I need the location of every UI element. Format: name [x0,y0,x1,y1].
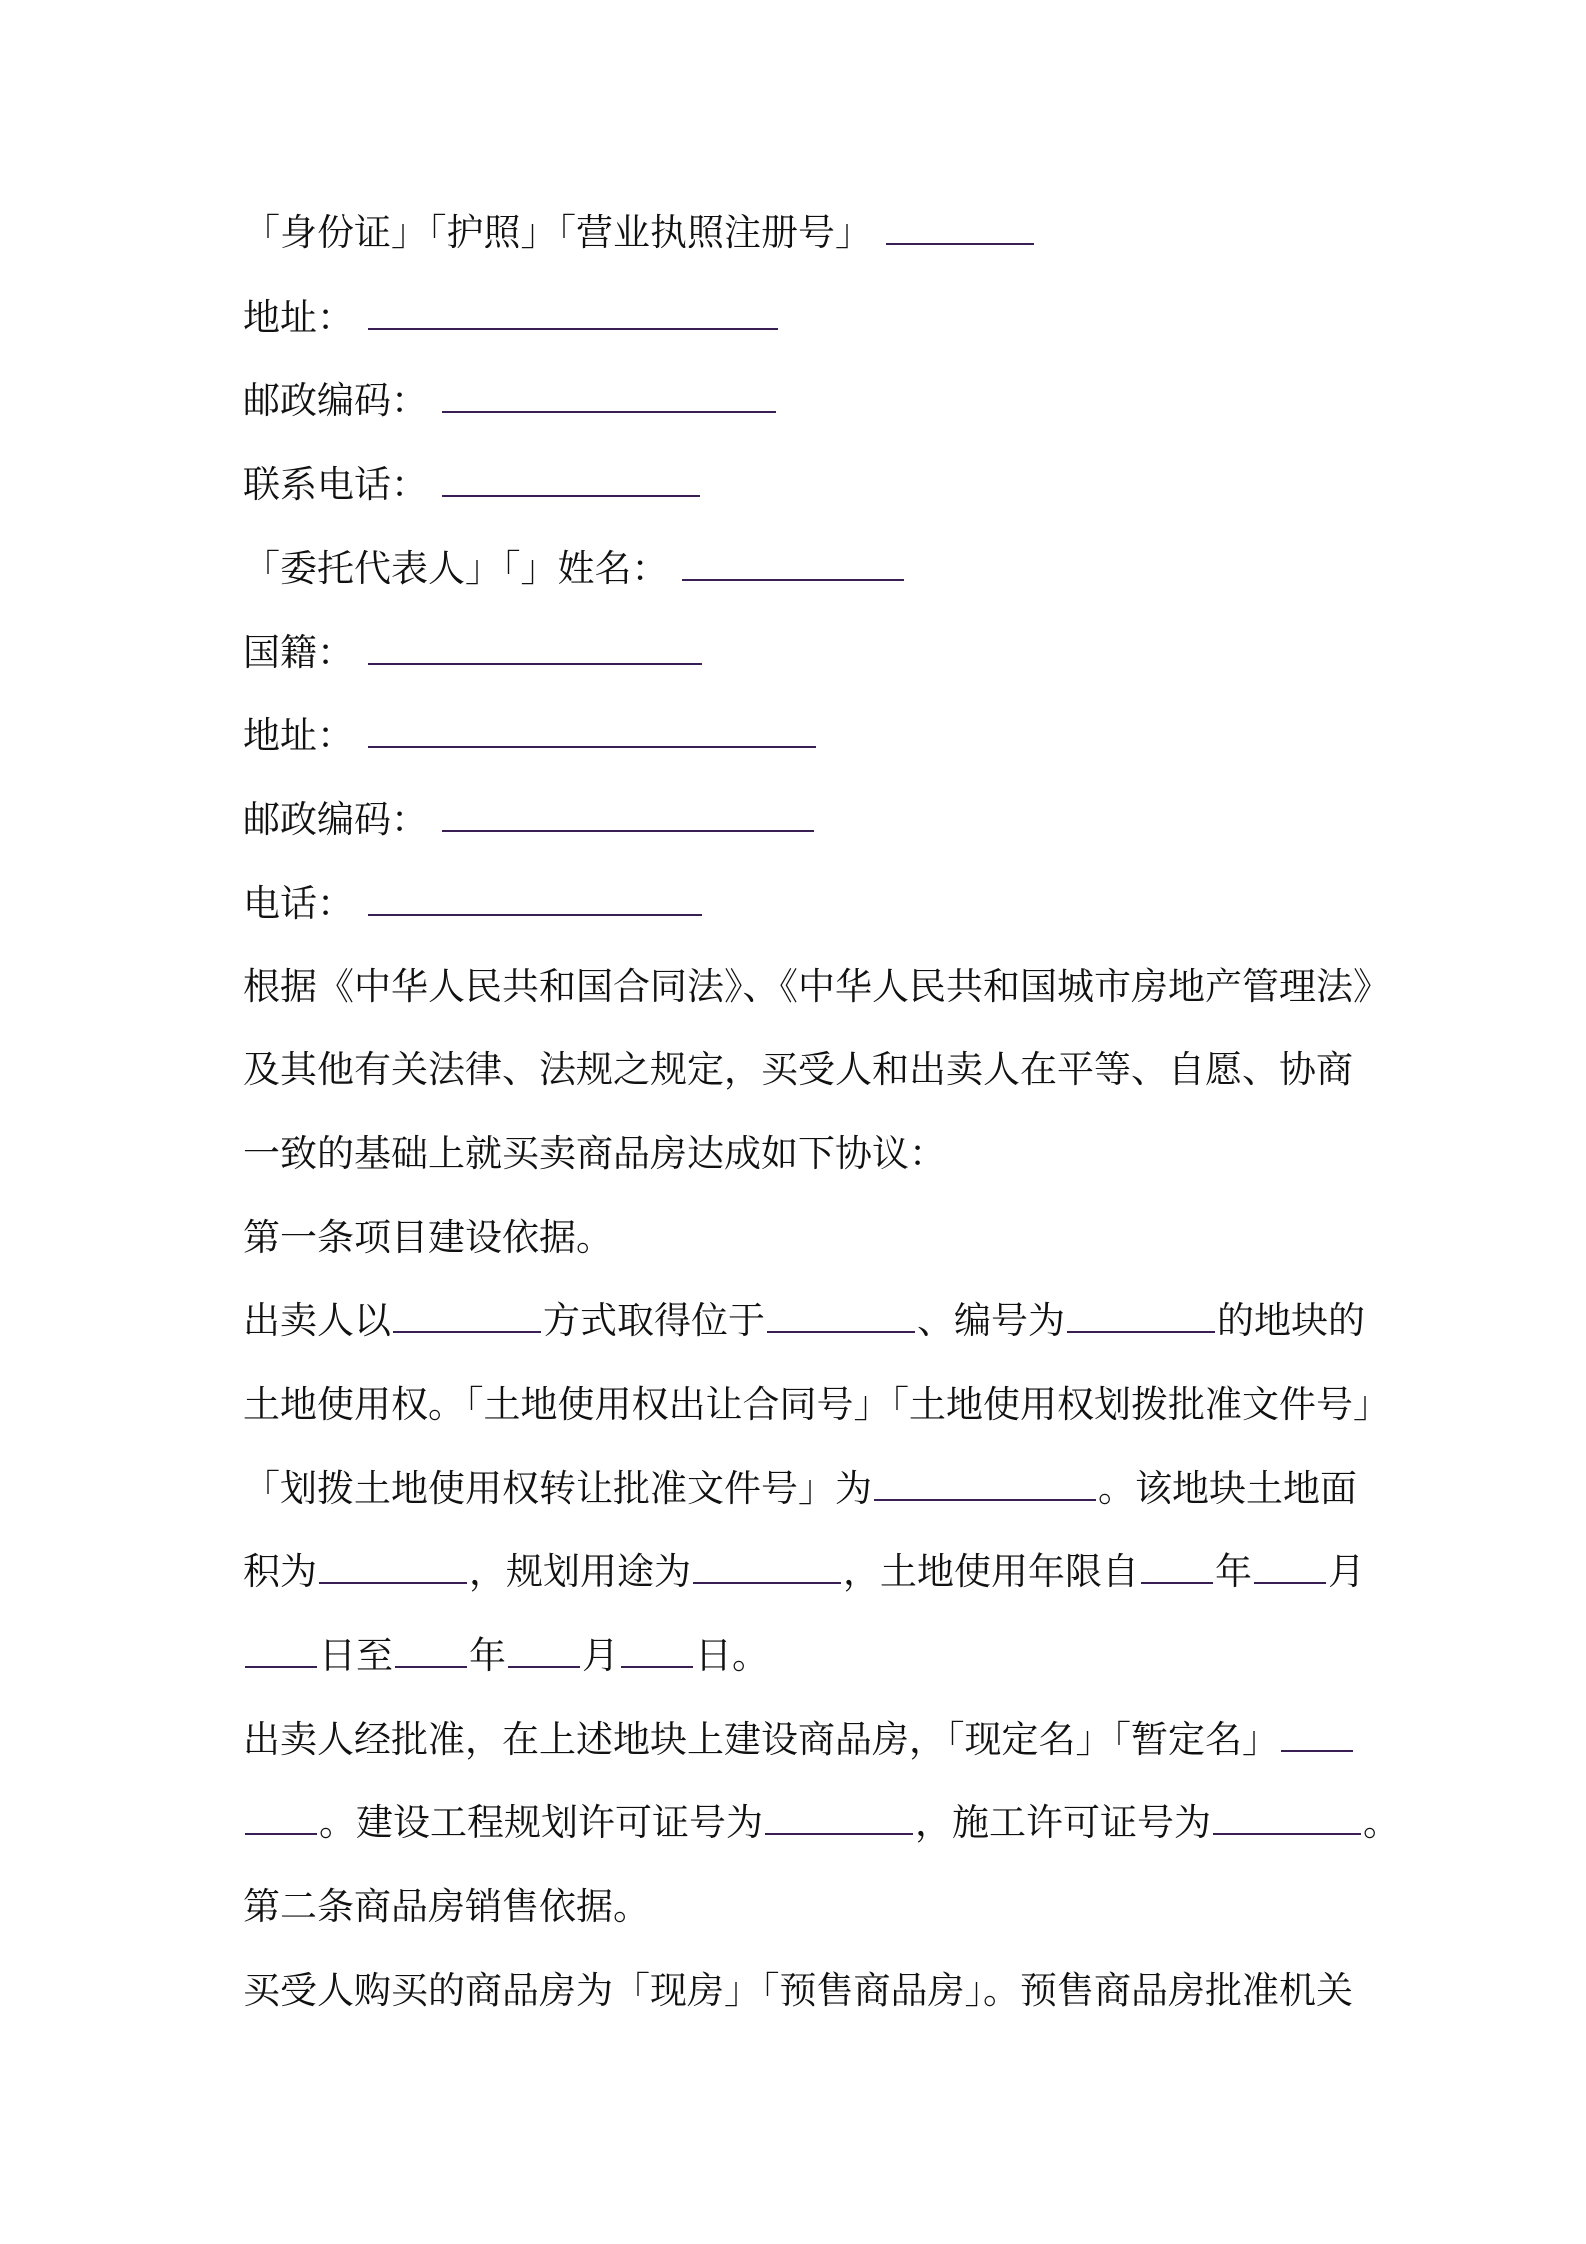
text-segment: 日。 [695,1634,769,1677]
text-segment: 出卖人经批准，在上述地块上建设商品房，「现定名」「暂定名」 [243,1718,1279,1761]
text-segment: 积为 [243,1550,317,1593]
representative-postcode-label: 邮政编码： [243,798,428,841]
end-year-field[interactable] [395,1630,467,1668]
phone-label: 联系电话： [243,463,428,506]
end-month-field[interactable] [508,1630,580,1668]
representative-phone-field[interactable] [368,878,702,916]
preamble-line-3: 一致的基础上就买卖商品房达成如下协议： [243,1132,946,1175]
plot-number-field[interactable] [1067,1295,1215,1333]
construction-permit-number-field[interactable] [1213,1797,1361,1835]
preamble-line-1: 根据《中华人民共和国合同法》、《中华人民共和国城市房地产管理法》 [243,965,1390,1008]
text-segment: 「划拨土地使用权转让批准文件号」为 [243,1467,872,1510]
article-1-line-3 [243,1463,1357,1515]
location-field[interactable] [767,1295,915,1333]
postcode-field[interactable] [442,375,776,413]
representative-phone-label: 电话： [243,882,354,925]
article-1-line-2: 土地使用权。「土地使用权出让合同号」「土地使用权划拨批准文件号」 [243,1383,1390,1426]
representative-address-row [243,710,818,762]
representative-address-field[interactable] [368,710,816,748]
id-type-label: 「身份证」「护照」「营业执照注册号」 [243,211,872,254]
text-segment: 方式取得位于 [543,1299,765,1342]
representative-name-row [243,543,906,595]
nationality-label: 国籍： [243,631,354,674]
nationality-field[interactable] [368,627,702,665]
text-segment: 年 [1215,1550,1252,1593]
planned-use-field[interactable] [693,1546,841,1584]
end-day-field[interactable] [621,1630,693,1668]
article-1-line-6 [243,1714,1355,1766]
article-1-line-4 [243,1546,1365,1598]
text-segment: 、编号为 [917,1299,1065,1342]
address-row [243,292,780,344]
article-2-title: 第二条商品房销售依据。 [243,1885,650,1928]
address-field[interactable] [368,292,778,330]
address-label: 地址： [243,296,354,339]
land-area-field[interactable] [319,1546,467,1584]
nationality-row [243,627,704,679]
approval-document-number-field[interactable] [874,1463,1096,1501]
preamble-line-2: 及其他有关法律、法规之规定，买受人和出卖人在平等、自愿、协商 [243,1048,1353,1091]
representative-name-field[interactable] [682,543,904,581]
text-segment: 月 [1328,1550,1365,1593]
representative-postcode-row [243,794,816,846]
representative-name-label: 「委托代表人」「」姓名： [243,547,669,590]
text-segment: 。建设工程规划许可证号为 [319,1801,763,1844]
acquisition-method-field[interactable] [393,1295,541,1333]
representative-phone-row [243,878,704,930]
text-segment: 月 [582,1634,619,1677]
id-number-field[interactable] [886,207,1034,245]
property-name-field-continued[interactable] [245,1797,317,1835]
planning-permit-number-field[interactable] [765,1797,913,1835]
article-1-line-5 [243,1630,769,1682]
postcode-row [243,375,778,427]
text-segment: ，土地使用年限自 [843,1550,1139,1593]
phone-row [243,459,702,511]
id-type-row [243,207,1036,259]
postcode-label: 邮政编码： [243,379,428,422]
representative-postcode-field[interactable] [442,794,814,832]
start-month-field[interactable] [1254,1546,1326,1584]
start-year-field[interactable] [1141,1546,1213,1584]
start-day-field[interactable] [245,1630,317,1668]
article-1-title: 第一条项目建设依据。 [243,1216,613,1259]
text-segment: 日至 [319,1634,393,1677]
text-segment: ，施工许可证号为 [915,1801,1211,1844]
article-1-line-7 [243,1797,1400,1849]
text-segment: 年 [469,1634,506,1677]
text-segment: 。该地块土地面 [1098,1467,1357,1510]
article-1-line-1 [243,1295,1365,1347]
article-2-line-1: 买受人购买的商品房为「现房」「预售商品房」。预售商品房批准机关 [243,1969,1353,2012]
text-segment: 。 [1363,1801,1400,1844]
text-segment: 出卖人以 [243,1299,391,1342]
text-segment: ，规划用途为 [469,1550,691,1593]
phone-field[interactable] [442,459,700,497]
property-name-field[interactable] [1281,1714,1353,1752]
representative-address-label: 地址： [243,714,354,757]
text-segment: 的地块的 [1217,1299,1365,1342]
